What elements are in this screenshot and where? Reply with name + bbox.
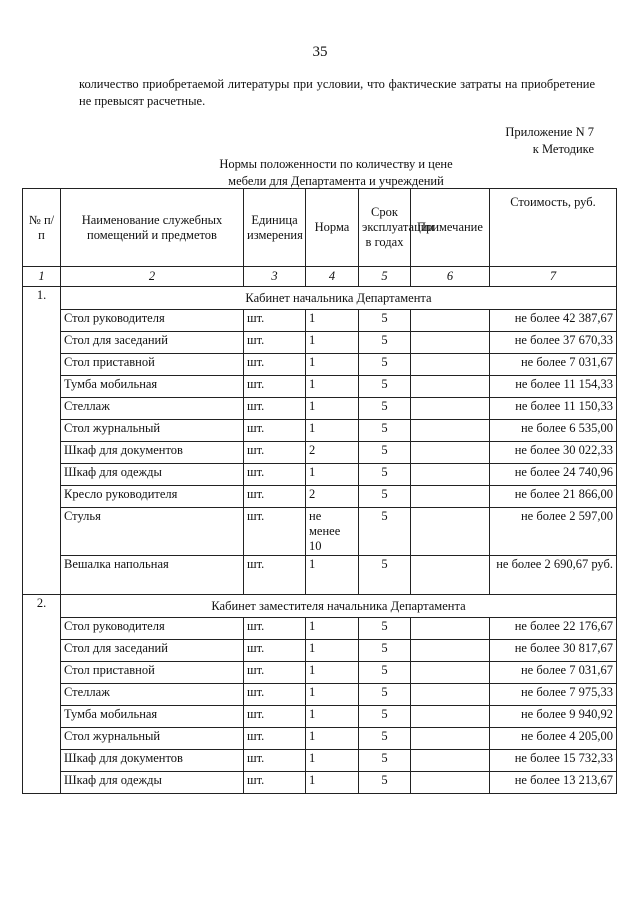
section-number: 1. [23, 287, 61, 595]
cell-note [411, 640, 490, 662]
section-row [23, 595, 617, 618]
cell-name: Стол приставной [61, 662, 244, 684]
cell-cost: не более 30 817,67 [490, 640, 617, 662]
cell-cost: не более 7 975,33 [490, 684, 617, 706]
table-row [23, 310, 617, 332]
cell-norm: 1 [306, 310, 359, 332]
cell-term: 5 [359, 332, 411, 354]
cell-norm: 1 [306, 332, 359, 354]
furniture-norms-table [22, 188, 617, 794]
cell-norm: 1 [306, 750, 359, 772]
cell-term: 5 [359, 420, 411, 442]
cell-note [411, 684, 490, 706]
cell-unit: шт. [244, 706, 306, 728]
column-number: 5 [359, 267, 411, 287]
appendix-reference [505, 124, 594, 158]
cell-note [411, 728, 490, 750]
column-number: 1 [23, 267, 61, 287]
cell-norm: 1 [306, 398, 359, 420]
section-title: Кабинет начальника Департамента [61, 287, 617, 310]
page-number: 35 [312, 44, 328, 60]
cell-norm: 1 [306, 706, 359, 728]
cell-note [411, 508, 490, 556]
cell-unit: шт. [244, 618, 306, 640]
cell-note [411, 662, 490, 684]
cell-term: 5 [359, 354, 411, 376]
section-number: 2. [23, 595, 61, 794]
table-row [23, 706, 617, 728]
column-number-row [23, 267, 617, 287]
cell-name: Стулья [61, 508, 244, 556]
cell-unit: шт. [244, 662, 306, 684]
title-line-2: мебели для Департамента и учреждений [228, 174, 444, 188]
table-row [23, 376, 617, 398]
cell-term: 5 [359, 750, 411, 772]
cell-note [411, 310, 490, 332]
title-line-1: Нормы положенности по количеству и цене [219, 157, 453, 171]
column-number: 2 [61, 267, 244, 287]
cell-name: Стол приставной [61, 354, 244, 376]
cell-term: 5 [359, 706, 411, 728]
cell-term: 5 [359, 464, 411, 486]
cell-unit: шт. [244, 442, 306, 464]
cell-norm: 1 [306, 772, 359, 794]
cell-name: Стол для заседаний [61, 640, 244, 662]
cell-unit: шт. [244, 310, 306, 332]
section-title: Кабинет заместителя начальника Департамента [61, 595, 617, 618]
header-num: № п/п [23, 189, 61, 267]
cell-unit: шт. [244, 508, 306, 556]
cell-norm: 1 [306, 556, 359, 595]
cell-unit: шт. [244, 332, 306, 354]
cell-name: Шкаф для одежды [61, 772, 244, 794]
cell-cost: не более 7 031,67 [490, 662, 617, 684]
cell-term: 5 [359, 376, 411, 398]
table-row [23, 640, 617, 662]
cell-note [411, 750, 490, 772]
cell-name: Стол руководителя [61, 310, 244, 332]
table-row [23, 750, 617, 772]
cell-term: 5 [359, 398, 411, 420]
table-row [23, 508, 617, 556]
cell-unit: шт. [244, 486, 306, 508]
cell-name: Тумба мобильная [61, 706, 244, 728]
cell-norm: 1 [306, 684, 359, 706]
cell-cost: не более 2 597,00 [490, 508, 617, 556]
cell-norm: 1 [306, 728, 359, 750]
column-number: 6 [411, 267, 490, 287]
cell-unit: шт. [244, 354, 306, 376]
header-term: Срок эксплуатации в годах [359, 189, 411, 267]
cell-name: Тумба мобильная [61, 376, 244, 398]
cell-unit: шт. [244, 464, 306, 486]
cell-norm: не менее 10 [306, 508, 359, 556]
table-row [23, 556, 617, 595]
cell-norm: 1 [306, 662, 359, 684]
cell-term: 5 [359, 486, 411, 508]
cell-norm: 1 [306, 618, 359, 640]
cell-cost: не более 13 213,67 [490, 772, 617, 794]
header-norm: Норма [306, 189, 359, 267]
cell-unit: шт. [244, 728, 306, 750]
cell-name: Стеллаж [61, 398, 244, 420]
cell-note [411, 464, 490, 486]
cell-cost: не более 24 740,96 [490, 464, 617, 486]
cell-name: Стол журнальный [61, 728, 244, 750]
table-title [148, 156, 524, 190]
intro-paragraph: количество приобретаемой литературы при условии, что фактические затраты на приобретение не превысят расчетные. [79, 77, 595, 108]
cell-cost: не более 42 387,67 [490, 310, 617, 332]
cell-note [411, 420, 490, 442]
cell-note [411, 442, 490, 464]
cell-term: 5 [359, 684, 411, 706]
header-unit: Единица измерения [244, 189, 306, 267]
table-row [23, 354, 617, 376]
table-row [23, 772, 617, 794]
cell-unit: шт. [244, 750, 306, 772]
cell-unit: шт. [244, 684, 306, 706]
table-row [23, 464, 617, 486]
cell-name: Стол руководителя [61, 618, 244, 640]
cell-norm: 1 [306, 376, 359, 398]
header-cost: Стоимость, руб. [490, 189, 617, 267]
cell-note [411, 354, 490, 376]
cell-term: 5 [359, 662, 411, 684]
cell-unit: шт. [244, 376, 306, 398]
cell-term: 5 [359, 618, 411, 640]
cell-note [411, 398, 490, 420]
cell-term: 5 [359, 640, 411, 662]
header-name: Наименование служебных помещений и предметов [61, 189, 244, 267]
table-row [23, 662, 617, 684]
table-row [23, 398, 617, 420]
table-body [23, 287, 617, 794]
cell-cost: не более 22 176,67 [490, 618, 617, 640]
cell-norm: 1 [306, 464, 359, 486]
cell-unit: шт. [244, 420, 306, 442]
cell-term: 5 [359, 310, 411, 332]
cell-cost: не более 30 022,33 [490, 442, 617, 464]
cell-cost: не более 11 154,33 [490, 376, 617, 398]
cell-norm: 1 [306, 640, 359, 662]
table-row [23, 420, 617, 442]
cell-cost: не более 6 535,00 [490, 420, 617, 442]
cell-norm: 1 [306, 420, 359, 442]
cell-cost: не более 9 940,92 [490, 706, 617, 728]
column-number: 4 [306, 267, 359, 287]
cell-cost: не более 7 031,67 [490, 354, 617, 376]
cell-unit: шт. [244, 772, 306, 794]
cell-cost: не более 15 732,33 [490, 750, 617, 772]
table-row [23, 618, 617, 640]
cell-name: Шкаф для документов [61, 442, 244, 464]
table-row [23, 332, 617, 354]
table-row [23, 442, 617, 464]
cell-term: 5 [359, 556, 411, 595]
cell-note [411, 486, 490, 508]
header-row [23, 189, 617, 267]
cell-norm: 2 [306, 442, 359, 464]
cell-cost: не более 2 690,67 руб. [490, 556, 617, 595]
cell-name: Шкаф для одежды [61, 464, 244, 486]
cell-norm: 2 [306, 486, 359, 508]
cell-note [411, 618, 490, 640]
cell-name: Стол журнальный [61, 420, 244, 442]
cell-term: 5 [359, 772, 411, 794]
cell-name: Стол для заседаний [61, 332, 244, 354]
cell-unit: шт. [244, 640, 306, 662]
cell-term: 5 [359, 442, 411, 464]
cell-name: Шкаф для документов [61, 750, 244, 772]
table-row [23, 684, 617, 706]
cell-norm: 1 [306, 354, 359, 376]
cell-cost: не более 11 150,33 [490, 398, 617, 420]
cell-cost: не более 37 670,33 [490, 332, 617, 354]
cell-note [411, 556, 490, 595]
cell-note [411, 332, 490, 354]
cell-term: 5 [359, 728, 411, 750]
section-row [23, 287, 617, 310]
cell-name: Вешалка напольная [61, 556, 244, 595]
cell-name: Кресло руководителя [61, 486, 244, 508]
cell-note [411, 772, 490, 794]
appendix-line-1: Приложение N 7 [505, 125, 594, 139]
cell-note [411, 376, 490, 398]
cell-name: Стеллаж [61, 684, 244, 706]
table-row [23, 486, 617, 508]
appendix-line-2: к Методике [532, 142, 594, 156]
cell-term: 5 [359, 508, 411, 556]
cell-note [411, 706, 490, 728]
cell-cost: не более 21 866,00 [490, 486, 617, 508]
column-number: 3 [244, 267, 306, 287]
table-row [23, 728, 617, 750]
column-number: 7 [490, 267, 617, 287]
cell-unit: шт. [244, 398, 306, 420]
cell-cost: не более 4 205,00 [490, 728, 617, 750]
header-note: Примечание [411, 189, 490, 267]
cell-unit: шт. [244, 556, 306, 595]
